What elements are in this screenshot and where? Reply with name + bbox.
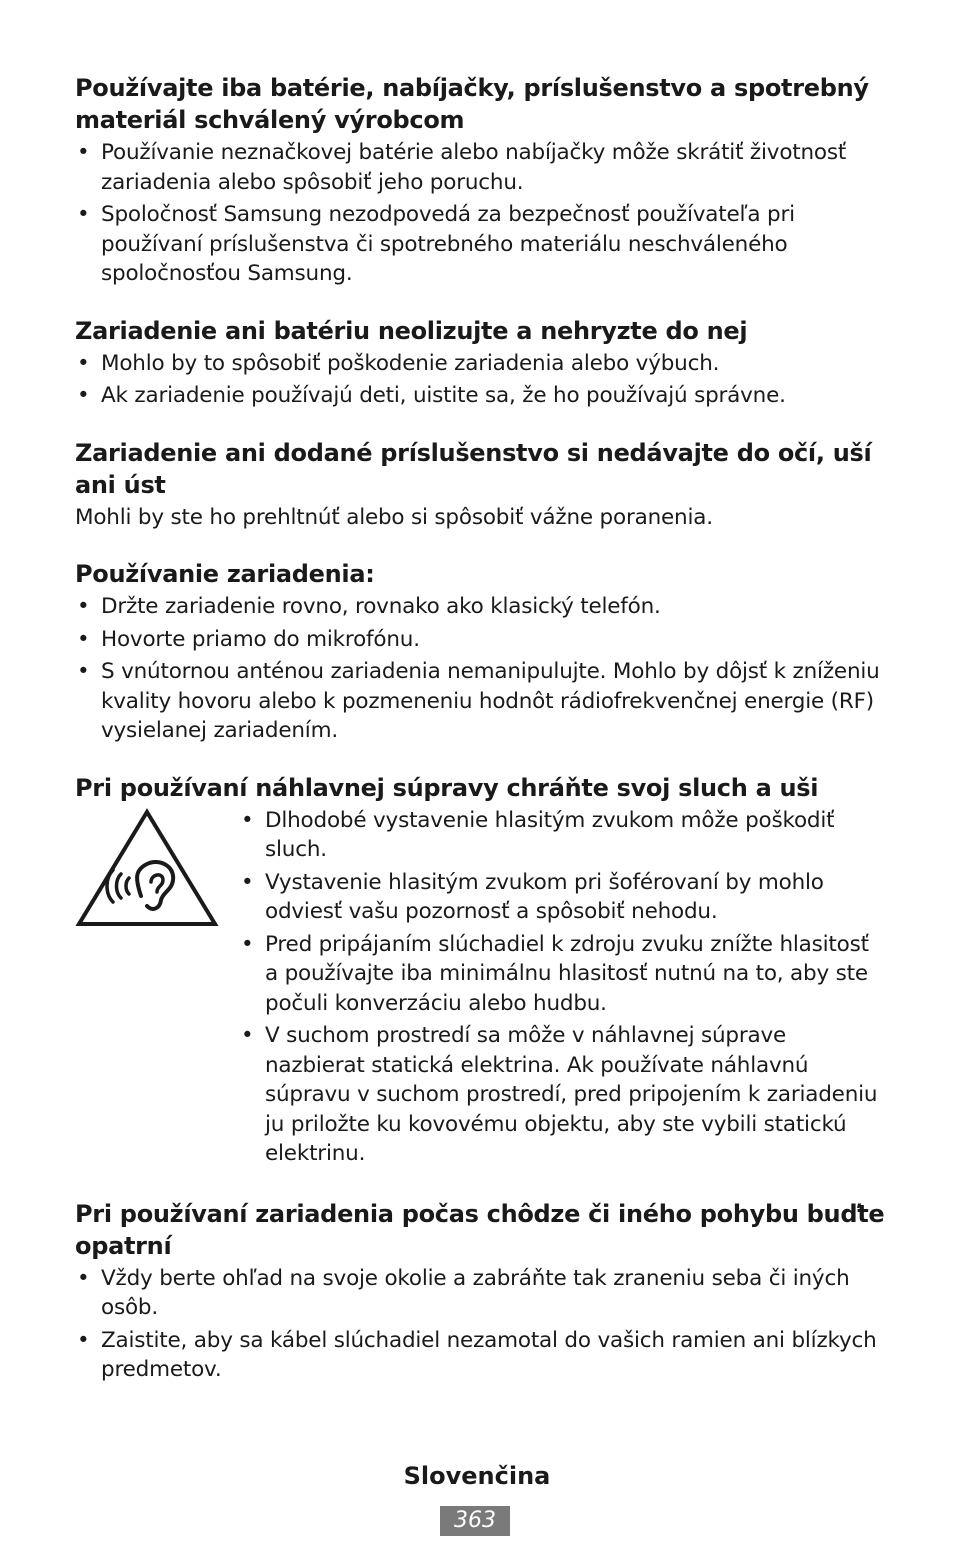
section-hearing-protection: [75, 772, 885, 1172]
section-heading: Používanie zariadenia:: [75, 560, 375, 588]
section-walking-caution: [75, 1198, 885, 1385]
list-item: • Vždy berte ohľad na svoje okolie a zabráňte tak zraneniu seba či iných osôb.: [75, 1264, 885, 1323]
icon-and-list: [75, 806, 885, 1172]
section-heading: Pri používaní zariadenia počas chôdze či iného pohybu buďte opatrní: [75, 1199, 885, 1260]
hearing-warning-icon: [75, 806, 239, 932]
page-number: 363: [440, 1506, 510, 1536]
list-item: • V suchom prostredí sa môže v náhlavnej súprave nazbierat statická elektrina. Ak používate náhlavnú súpravu v suchom prostredí, pred pripojením k zariadeniu ju priložte ku kovovému objektu, aby ste vybili statickú elektrinu.: [239, 1021, 885, 1169]
bullet-list: [75, 138, 885, 289]
section-heading: Pri používaní náhlavnej súpravy chráňte svoj sluch a uši: [75, 773, 819, 802]
list-item: • Spoločnosť Samsung nezodpovedá za bezpečnosť používateľa pri používaní príslušenstva či spotrebného materiálu neschváleného spoločnosťou Samsung.: [75, 200, 885, 289]
list-item: • Vystavenie hlasitým zvukom pri šoférovaní by mohlo odviesť vašu pozornosť a spôsobiť nehodu.: [239, 868, 885, 927]
footer-language: Slovenčina: [403, 1462, 551, 1490]
section-device-use: [75, 558, 885, 746]
bullet-list: [75, 1264, 885, 1385]
bullet-list: [239, 806, 885, 1172]
section-heading: Zariadenie ani batériu neolizujte a nehryzte do nej: [75, 316, 748, 345]
list-item: • Pred pripájaním slúchadiel k zdroju zvuku znížte hlasitosť a používajte iba minimálnu hlasitosť nutnú na to, aby ste počuli konverzáciu alebo hudbu.: [239, 930, 885, 1019]
bullet-list: [75, 592, 885, 746]
list-item: • Používanie neznačkovej batérie alebo nabíjačky môže skrátiť životnosť zariadenia alebo spôsobiť jeho poruchu.: [75, 138, 885, 197]
list-item: • Dlhodobé vystavenie hlasitým zvukom môže poškodiť sluch.: [239, 806, 885, 865]
list-item: • Mohlo by to spôsobiť poškodenie zariadenia alebo výbuch.: [75, 349, 885, 379]
list-item: • Ak zariadenie používajú deti, uistite sa, že ho používajú správne.: [75, 381, 885, 411]
section-approved-accessories: [75, 72, 885, 289]
list-item: • Zaistite, aby sa kábel slúchadiel nezamotal do vašich ramien ani blízkych predmetov.: [75, 1326, 885, 1385]
list-item: • Hovorte priamo do mikrofónu.: [75, 625, 885, 655]
section-heading: Používajte iba batérie, nabíjačky, príslušenstvo a spotrebný materiál schválený výrobcom: [75, 74, 869, 134]
list-item: • S vnútornou anténou zariadenia nemanipulujte. Mohlo by dôjsť k zníženiu kvality hovoru alebo k pozmeneniu hodnôt rádiofrekvenčnej energie (RF) vysielanej zariadením.: [75, 657, 885, 746]
bullet-list: [75, 349, 885, 411]
section-text: Mohli by ste ho prehltnúť alebo si spôsobiť vážne poranenia.: [75, 504, 713, 530]
section-eyes-ears-mouth: [75, 437, 885, 533]
manual-page: [75, 72, 885, 1411]
section-do-not-bite: [75, 315, 885, 411]
section-heading: Zariadenie ani dodané príslušenstvo si nedávajte do očí, uší ani úst: [75, 438, 872, 499]
list-item: • Držte zariadenie rovno, rovnako ako klasický telefón.: [75, 592, 885, 622]
